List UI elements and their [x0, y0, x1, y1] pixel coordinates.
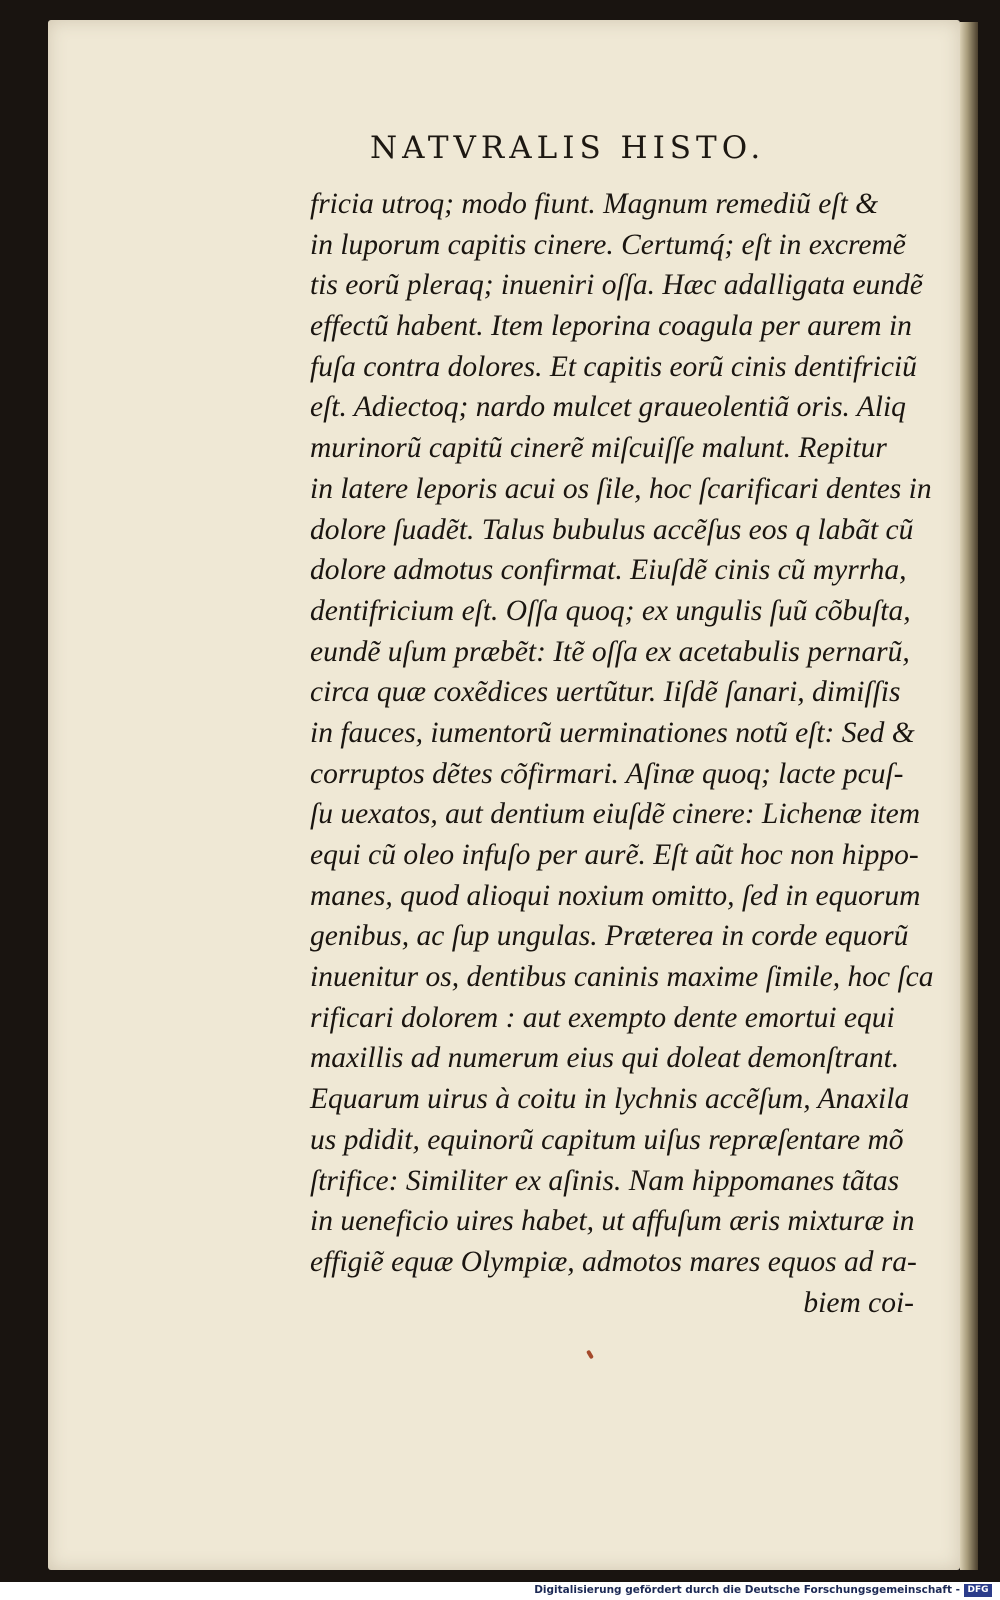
text-line: dolore ſuadẽt. Talus bubulus accẽſus eos q labãt cũ [310, 513, 914, 546]
text-line: in latere leporis acui os ſile, hoc ſcarificari dentes in [310, 472, 932, 505]
text-line: tis eorũ pleraq; inueniri oſſa. Hæc adalligata eundẽ [310, 269, 923, 302]
text-line: fricia utroq; modo fiunt. Magnum remediũ eſt & [310, 188, 879, 220]
running-head: NATVRALIS HISTO. [370, 130, 766, 166]
text-line: inuenitur os, dentibus caninis maxime ſimile, hoc ſca [310, 961, 934, 994]
text-line: dentifricium eſt. Oſſa quoq; ex ungulis ſuũ cõbuſta, [310, 594, 911, 627]
text-line: maxillis ad numerum eius qui doleat demonſtrant. [310, 1042, 900, 1075]
text-line: Equarum uirus à coitu in lychnis accẽſum, Anaxila [310, 1083, 910, 1116]
page-edge [960, 22, 978, 1570]
text-line: effectũ habent. Item leporina coagula per aurem in [310, 310, 912, 343]
text-line: ſu uexatos, aut dentium eiuſdẽ cinere: Lichenæ item [310, 798, 921, 831]
text-line: circa quæ coxẽdices uertũtur. Iiſdẽ ſanari, dimiſſis [310, 676, 901, 709]
text-line: in ueneficio uires habet, ut affuſum æris mixturæ in [310, 1205, 915, 1238]
dfg-logo: DFG [964, 1584, 992, 1597]
text-line: rificari dolorem : aut exempto dente emortui equi [310, 1001, 895, 1034]
text-line: murinorũ capitũ cinerẽ miſcuiſſe malunt. Repitur [310, 432, 887, 465]
text-line: in luporum capitis cinere. Certumq́; eſt in excremẽ [310, 228, 906, 261]
funding-credit: Digitalisierung gefördert durch die Deutsche Forschungsgemeinschaft - [534, 1584, 960, 1596]
text-line: effigiẽ equæ Olympiæ, admotos mares equos ad ra- [310, 1245, 917, 1278]
text-line: equi cũ oleo infuſo per aurẽ. Eſt aũt hoc non hippo- [310, 839, 919, 871]
text-line: eundẽ uſum præbẽt: Itẽ oſſa ex acetabulis pernarũ, [310, 635, 910, 668]
text-line: eſt. Adiectoq; nardo mulcet graueolentiã oris. Aliq [310, 391, 906, 424]
text-line: genibus, ac ſup ungulas. Præterea in corde equorũ [310, 920, 909, 953]
text-line: corruptos dẽtes cõfirmari. Aſinæ quoq; lacte pcuſ- [310, 757, 904, 790]
text-line: us pdidit, equinorũ capitum uiſus repræſentare mõ [310, 1123, 904, 1156]
footer-bar [0, 1582, 1000, 1600]
text-line: fuſa contra dolores. Et capitis eorũ cinis dentifriciũ [310, 350, 917, 383]
text-line: dolore admotus confirmat. Eiuſdẽ cinis cũ myrrha, [310, 554, 907, 587]
text-line: ſtrifice: Similiter ex aſinis. Nam hippomanes tãtas [310, 1164, 900, 1197]
text-line: manes, quod alioqui noxium omitto, ſed in equorum [310, 879, 921, 912]
catchword: biem coi- [803, 1286, 914, 1319]
text-block [310, 184, 934, 1323]
text-line: in fauces, iumentorũ uerminationes notũ eſt: Sed & [310, 716, 915, 749]
